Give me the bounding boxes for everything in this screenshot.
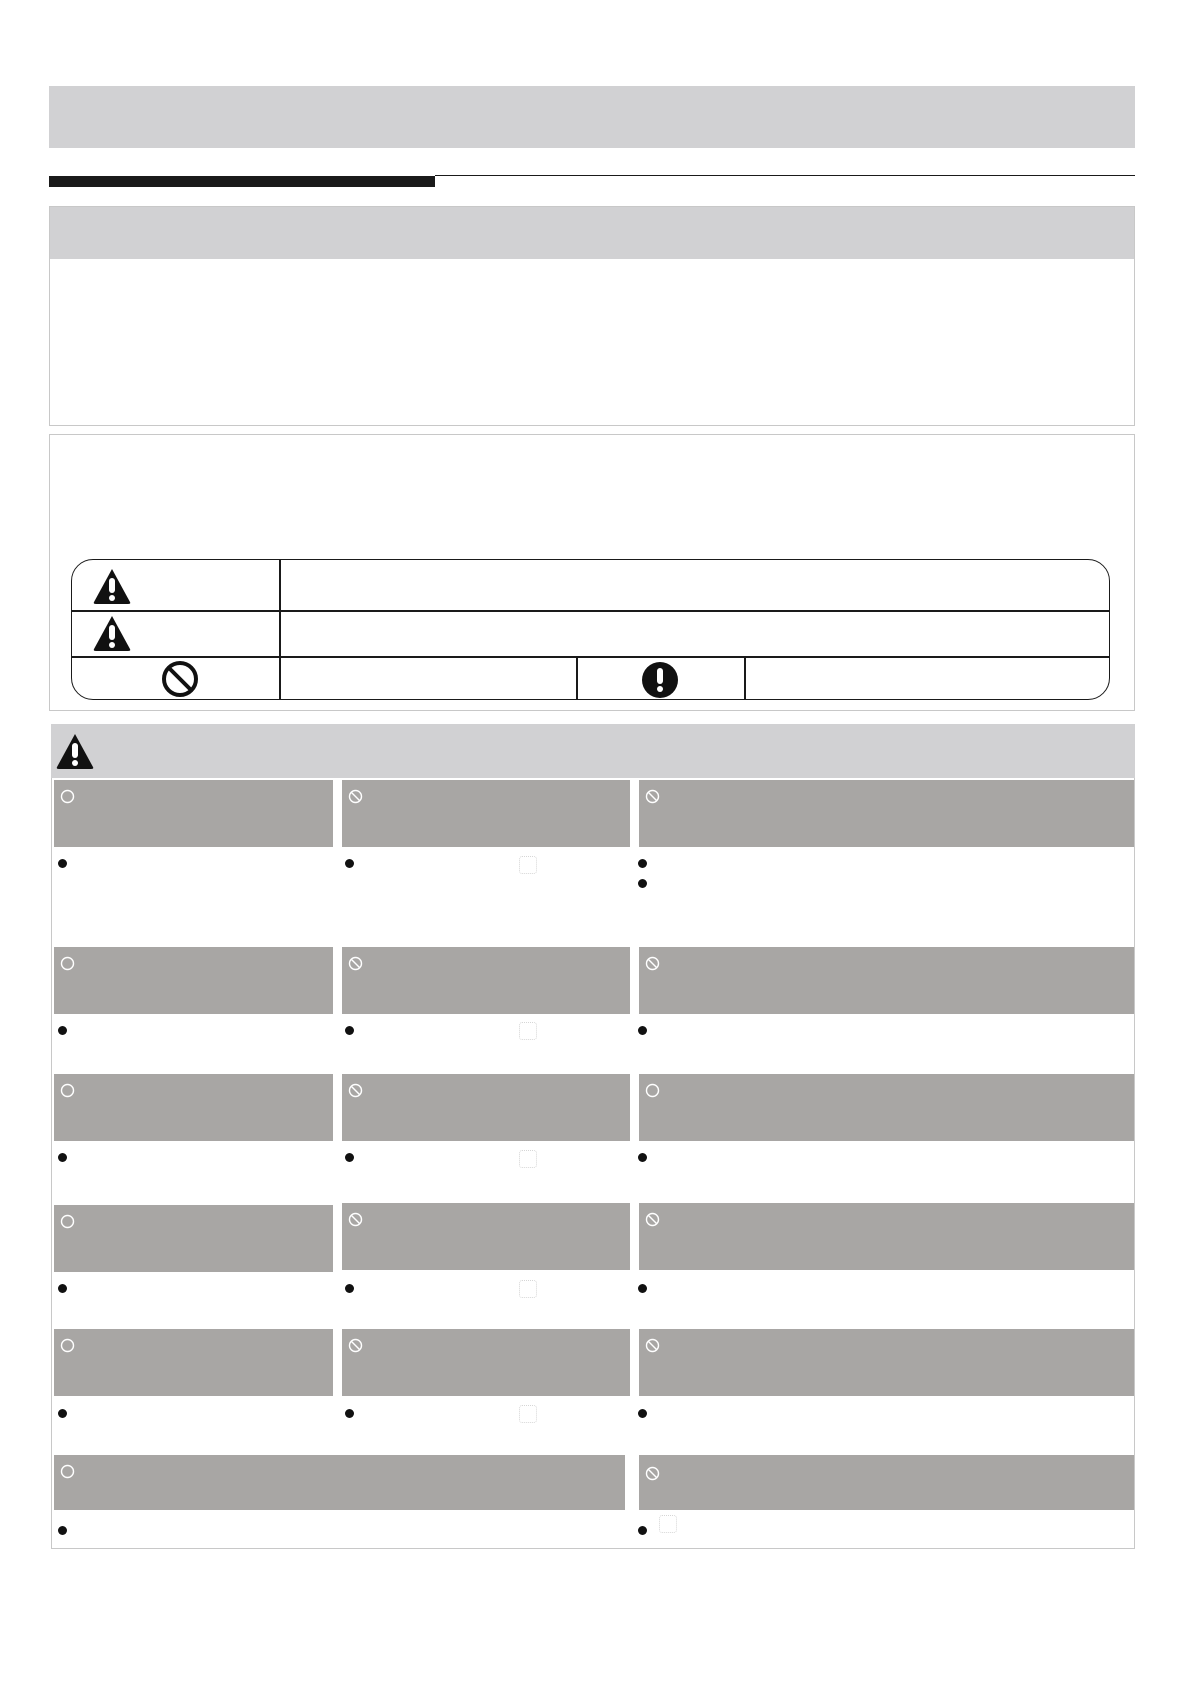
- warning-item-header: [342, 1074, 630, 1141]
- bullet-icon: [58, 1026, 67, 1035]
- warning-item-header: [639, 947, 1134, 1014]
- bullet-icon: [58, 1284, 67, 1293]
- mandatory-outline-icon: [60, 789, 75, 804]
- warning-item-header: [639, 1455, 1134, 1510]
- prohibited-outline-icon: [348, 956, 363, 971]
- prohibited-icon: [160, 660, 200, 698]
- warning-item-header: [54, 1329, 333, 1396]
- warning-item-header: [54, 1074, 333, 1141]
- warning-item-header: [639, 1203, 1134, 1270]
- warning-item-header: [639, 1074, 1134, 1141]
- warning-item-header: [342, 780, 630, 847]
- warning-item-header: [342, 947, 630, 1014]
- mandatory-outline-icon: [60, 1214, 75, 1229]
- faint-mark: [519, 1150, 537, 1168]
- warning-triangle-icon: [92, 566, 132, 606]
- warning-item-header: [342, 1203, 630, 1270]
- prohibited-outline-icon: [348, 789, 363, 804]
- bullet-icon: [638, 1526, 647, 1535]
- prohibited-outline-icon: [645, 789, 660, 804]
- prohibited-outline-icon: [348, 1338, 363, 1353]
- symbol-legend-table: [71, 559, 1110, 700]
- faint-mark: [519, 856, 537, 874]
- legend-divider: [576, 656, 578, 700]
- title-band: [49, 86, 1135, 148]
- faint-mark: [519, 1405, 537, 1423]
- bullet-icon: [638, 859, 647, 868]
- faint-mark: [519, 1280, 537, 1298]
- mandatory-outline-icon: [60, 1338, 75, 1353]
- warning-item-header: [639, 1329, 1134, 1396]
- intro-heading-band: [50, 207, 1134, 259]
- intro-box: [49, 206, 1135, 426]
- bullet-icon: [345, 1153, 354, 1162]
- legend-divider: [279, 560, 281, 700]
- prohibited-outline-icon: [645, 1338, 660, 1353]
- warning-item-header: [342, 1329, 630, 1396]
- bullet-icon: [345, 1284, 354, 1293]
- prohibited-outline-icon: [645, 1466, 660, 1481]
- mandatory-outline-icon: [60, 956, 75, 971]
- prohibited-outline-icon: [348, 1212, 363, 1227]
- bullet-icon: [345, 1409, 354, 1418]
- prohibited-outline-icon: [348, 1083, 363, 1098]
- warning-item-header: [639, 780, 1134, 847]
- bullet-icon: [638, 1409, 647, 1418]
- warning-item-header: [54, 1455, 625, 1510]
- bullet-icon: [345, 1026, 354, 1035]
- mandatory-outline-icon: [645, 1083, 660, 1098]
- warning-triangle-icon: [55, 732, 95, 775]
- bullet-icon: [638, 879, 647, 888]
- caution-triangle-icon: [92, 613, 132, 653]
- mandatory-icon: [640, 660, 680, 700]
- bullet-icon: [58, 1153, 67, 1162]
- legend-divider: [72, 656, 1109, 658]
- legend-divider: [72, 610, 1109, 612]
- mandatory-outline-icon: [60, 1083, 75, 1098]
- mandatory-outline-icon: [60, 1464, 75, 1479]
- warning-item-header: [54, 1205, 333, 1272]
- warning-section-header: [51, 724, 1135, 778]
- faint-mark: [519, 1022, 537, 1040]
- bullet-icon: [58, 1526, 67, 1535]
- legend-divider: [744, 656, 746, 700]
- bullet-icon: [638, 1284, 647, 1293]
- bullet-icon: [638, 1026, 647, 1035]
- warning-item-header: [54, 780, 333, 847]
- section-rule-thin: [435, 175, 1135, 176]
- warning-item-header: [54, 947, 333, 1014]
- bullet-icon: [638, 1153, 647, 1162]
- faint-mark: [659, 1515, 677, 1533]
- prohibited-outline-icon: [645, 956, 660, 971]
- bullet-icon: [58, 1409, 67, 1418]
- section-rule-thick: [49, 176, 435, 187]
- bullet-icon: [345, 859, 354, 868]
- prohibited-outline-icon: [645, 1212, 660, 1227]
- bullet-icon: [58, 859, 67, 868]
